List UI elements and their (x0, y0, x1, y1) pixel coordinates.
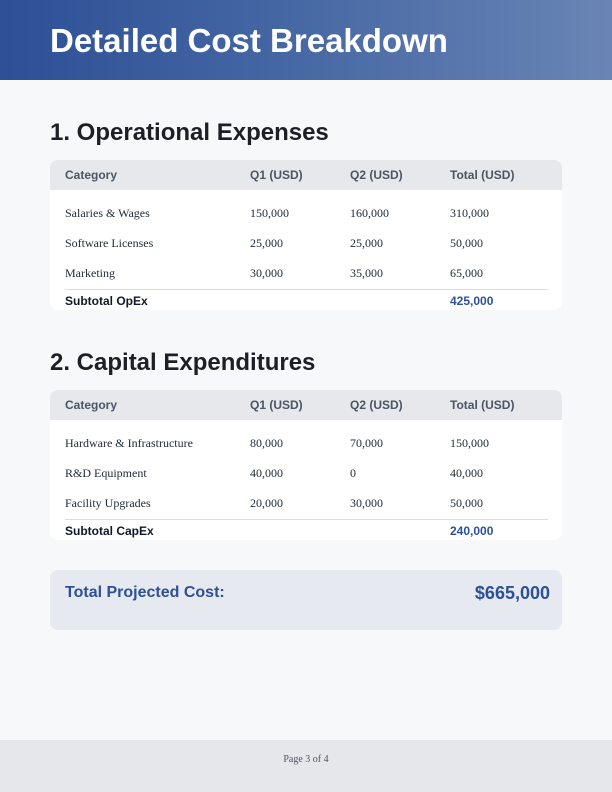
cell-q2: 160,000 (350, 206, 389, 220)
subtotal-divider (65, 289, 548, 290)
cell-q2: 25,000 (350, 236, 383, 250)
cell-q2: 70,000 (350, 436, 383, 450)
subtotal-label: Subtotal CapEx (65, 524, 154, 538)
table-row (50, 198, 562, 228)
table-row (50, 228, 562, 258)
column-header-q1: Q1 (USD) (250, 168, 303, 182)
capex-table (50, 390, 562, 540)
cell-q2: 30,000 (350, 496, 383, 510)
table-row (50, 458, 562, 488)
section-title-capital: 2. Capital Expenditures (50, 349, 316, 376)
cell-q2: 0 (350, 466, 356, 480)
cell-q1: 80,000 (250, 436, 283, 450)
page-number: Page 3 of 4 (283, 754, 329, 765)
table-row (50, 488, 562, 518)
column-header-q1: Q1 (USD) (250, 398, 303, 412)
table-header-row (50, 160, 562, 190)
cell-total: 310,000 (450, 206, 489, 220)
page-footer (0, 740, 612, 792)
column-header-q2: Q2 (USD) (350, 168, 403, 182)
opex-table (50, 160, 562, 310)
column-header-category: Category (65, 398, 118, 412)
cell-category: Facility Upgrades (65, 496, 151, 510)
section-title-operational: 1. Operational Expenses (50, 119, 329, 146)
cell-total: 40,000 (450, 466, 483, 480)
page-header (0, 0, 612, 80)
column-header-total: Total (USD) (450, 168, 515, 182)
table-row (50, 258, 562, 288)
cell-q1: 40,000 (250, 466, 283, 480)
cell-category: Software Licenses (65, 236, 154, 250)
cell-total: 50,000 (450, 236, 483, 250)
subtotal-label: Subtotal OpEx (65, 294, 148, 308)
table-row (50, 428, 562, 458)
column-header-q2: Q2 (USD) (350, 398, 403, 412)
column-header-category: Category (65, 168, 118, 182)
cell-total: 50,000 (450, 496, 483, 510)
cell-category: R&D Equipment (65, 466, 147, 480)
total-label: Total Projected Cost: (65, 584, 225, 601)
cell-category: Salaries & Wages (65, 206, 150, 220)
subtotal-value: 425,000 (450, 294, 494, 308)
total-summary-box (50, 570, 562, 630)
cell-q1: 20,000 (250, 496, 283, 510)
cell-category: Hardware & Infrastructure (65, 436, 193, 450)
cell-q1: 150,000 (250, 206, 289, 220)
page-title: Detailed Cost Breakdown (50, 22, 448, 59)
cell-q2: 35,000 (350, 266, 383, 280)
cell-q1: 25,000 (250, 236, 283, 250)
cell-total: 65,000 (450, 266, 483, 280)
subtotal-value: 240,000 (450, 524, 494, 538)
subtotal-divider (65, 519, 548, 520)
table-header-row (50, 390, 562, 420)
total-value: $665,000 (474, 583, 550, 603)
cell-q1: 30,000 (250, 266, 283, 280)
cell-category: Marketing (65, 266, 115, 280)
cell-total: 150,000 (450, 436, 489, 450)
column-header-total: Total (USD) (450, 398, 515, 412)
